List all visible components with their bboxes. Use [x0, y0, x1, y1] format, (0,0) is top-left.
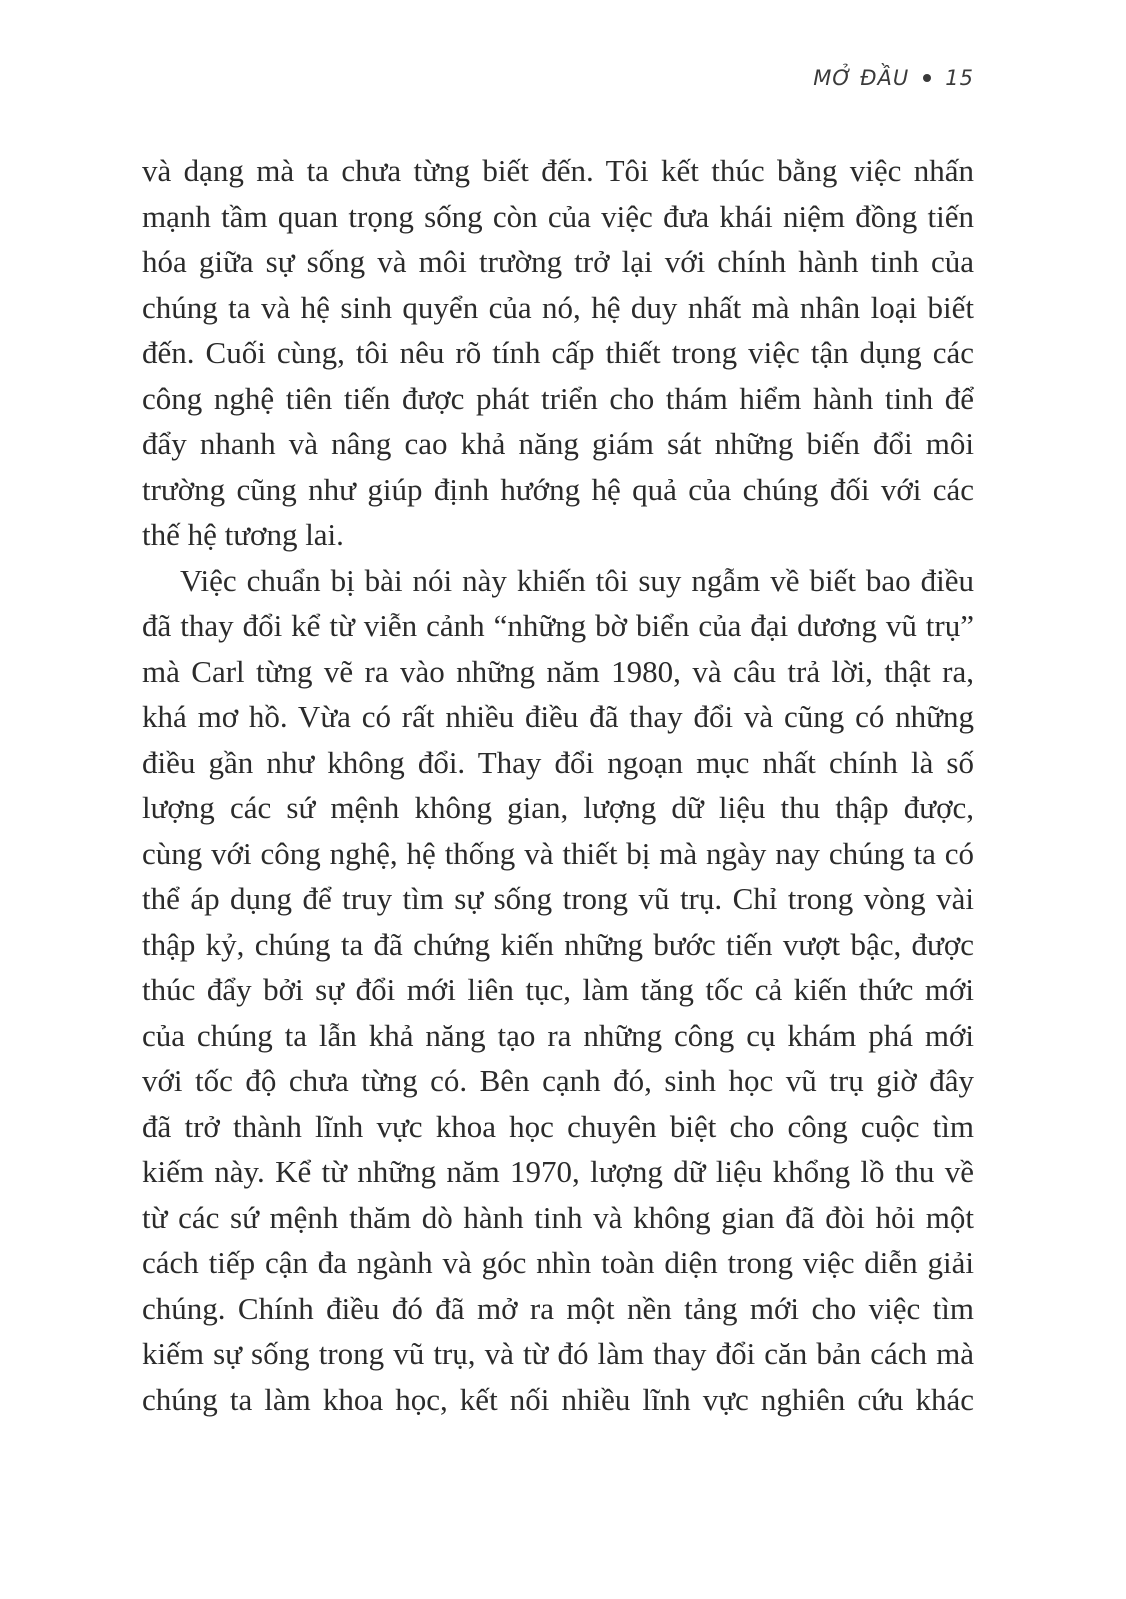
text-line: thúc đẩy bởi sự đổi mới liên tục, làm tăng tốc cả kiến thức mới	[142, 972, 974, 1007]
text-line: cùng với công nghệ, hệ thống và thiết bị mà ngày nay chúng ta có	[142, 835, 974, 871]
text-line: khá mơ hồ. Vừa có rất nhiều điều đã thay đổi và cũng có những	[142, 699, 974, 734]
text-line: của chúng ta lẫn khả năng tạo ra những công cụ khám phá mới	[142, 1017, 974, 1053]
text-line: hóa giữa sự sống và môi trường trở lại với chính hành tinh của	[142, 244, 974, 279]
text-line: Việc chuẩn bị bài nói này khiến tôi suy ngẫm về biết bao điều	[180, 562, 974, 598]
paragraph	[142, 558, 974, 1423]
text-line: lượng các sứ mệnh không gian, lượng dữ liệu thu thập được,	[142, 790, 974, 825]
text-line: cách tiếp cận đa ngành và góc nhìn toàn diện trong việc diễn giải	[142, 1245, 974, 1280]
bullet-separator-icon	[923, 74, 931, 82]
text-line: thế hệ tương lai.	[142, 517, 344, 552]
text-line: đẩy nhanh và nâng cao khả năng giám sát những biến đổi môi	[142, 426, 974, 461]
text-line: mạnh tầm quan trọng sống còn của việc đưa khái niệm đồng tiến	[142, 198, 974, 234]
text-line: điều gần như không đổi. Thay đổi ngoạn mục nhất chính là số	[142, 744, 974, 780]
text-line: chúng ta làm khoa học, kết nối nhiều lĩnh vực nghiên cứu khác	[142, 1381, 974, 1417]
text-line: với tốc độ chưa từng có. Bên cạnh đó, sinh học vũ trụ giờ đây	[142, 1063, 974, 1098]
text-line: đến. Cuối cùng, tôi nêu rõ tính cấp thiết trong việc tận dụng các	[142, 335, 974, 370]
page-number: 15	[945, 66, 974, 90]
text-line: đã trở thành lĩnh vực khoa học chuyên biệt cho công cuộc tìm	[142, 1108, 974, 1144]
text-line: kiếm này. Kể từ những năm 1970, lượng dữ liệu khổng lồ thu về	[142, 1154, 974, 1189]
text-line: công nghệ tiên tiến được phát triển cho thám hiểm hành tinh để	[142, 380, 974, 416]
text-line: chúng ta và hệ sinh quyển của nó, hệ duy nhất mà nhân loại biết	[142, 289, 974, 325]
text-line: trường cũng như giúp định hướng hệ quả của chúng đối với các	[142, 471, 974, 507]
text-line: từ các sứ mệnh thăm dò hành tinh và không gian đã đòi hỏi một	[142, 1199, 974, 1235]
paragraph	[142, 148, 974, 558]
text-line: thập kỷ, chúng ta đã chứng kiến những bước tiến vượt bậc, được	[142, 926, 974, 962]
text-line: mà Carl từng vẽ ra vào những năm 1980, và câu trả lời, thật ra,	[142, 653, 974, 689]
text-line: kiếm sự sống trong vũ trụ, và từ đó làm thay đổi căn bản cách mà	[142, 1336, 974, 1371]
text-line: và dạng mà ta chưa từng biết đến. Tôi kết thúc bằng việc nhấn	[142, 153, 974, 188]
body-text	[142, 148, 974, 1422]
text-line: chúng. Chính điều đó đã mở ra một nền tảng mới cho việc tìm	[142, 1290, 974, 1326]
text-line: đã thay đổi kể từ viễn cảnh “những bờ biển của đại dương vũ trụ”	[142, 608, 974, 643]
text-line: thể áp dụng để truy tìm sự sống trong vũ trụ. Chỉ trong vòng vài	[142, 881, 974, 916]
running-header	[813, 66, 974, 90]
section-title: MỞ ĐẦU	[813, 66, 910, 90]
